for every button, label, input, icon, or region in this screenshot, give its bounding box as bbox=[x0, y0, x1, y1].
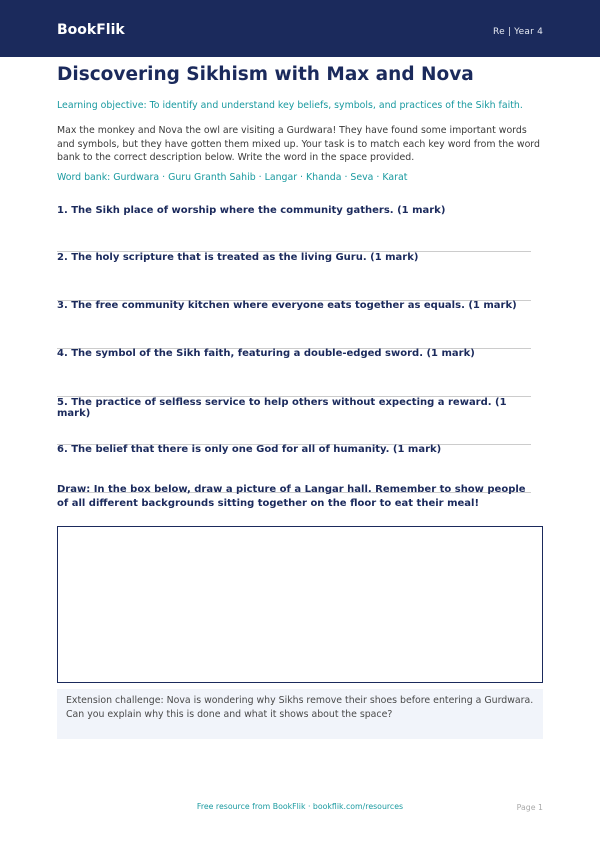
question-5: 5. The practice of selfless service to help others without expecting a reward. (1 mark) bbox=[57, 397, 507, 419]
intro-paragraph: Max the monkey and Nova the owl are visiting a Gurdwara! They have found some important words and symbols, but they have gotten them mixed up. Your task is to match each key word from the word bank to the correct description below. Write the word in the space provided. bbox=[57, 125, 540, 163]
question-1: 1. The Sikh place of worship where the community gathers. (1 mark) bbox=[57, 205, 446, 216]
learning-objective: Learning objective: To identify and understand key beliefs, symbols, and practices of the Sikh faith. bbox=[57, 100, 523, 111]
drawing-box[interactable] bbox=[57, 526, 543, 683]
worksheet-title: Discovering Sikhism with Max and Nova bbox=[57, 64, 474, 85]
question-4: 4. The symbol of the Sikh faith, featuring a double-edged sword. (1 mark) bbox=[57, 348, 475, 359]
subject-year-label: Re | Year 4 bbox=[493, 27, 543, 37]
draw-prompt: Draw: In the box below, draw a picture of a Langar hall. Remember to show people of all different backgrounds sitting together on the floor to eat their meal! bbox=[57, 484, 526, 509]
page-number: Page 1 bbox=[516, 803, 543, 812]
extension-challenge: Extension challenge: Nova is wondering why Sikhs remove their shoes before entering a Gurdwara. Can you explain why this is done and what it shows about the space? bbox=[57, 689, 543, 739]
page-header bbox=[0, 0, 600, 57]
word-bank: Word bank: Gurdwara · Guru Granth Sahib · Langar · Khanda · Seva · Karat bbox=[57, 172, 408, 183]
question-2: 2. The holy scripture that is treated as the living Guru. (1 mark) bbox=[57, 252, 419, 263]
footer-resource-link[interactable]: Free resource from BookFlik · bookflik.com/resources bbox=[196, 802, 404, 811]
question-3: 3. The free community kitchen where everyone eats together as equals. (1 mark) bbox=[57, 300, 517, 311]
question-6: 6. The belief that there is only one God for all of humanity. (1 mark) bbox=[57, 444, 442, 455]
brand-logo[interactable]: BookFlik bbox=[57, 22, 125, 38]
